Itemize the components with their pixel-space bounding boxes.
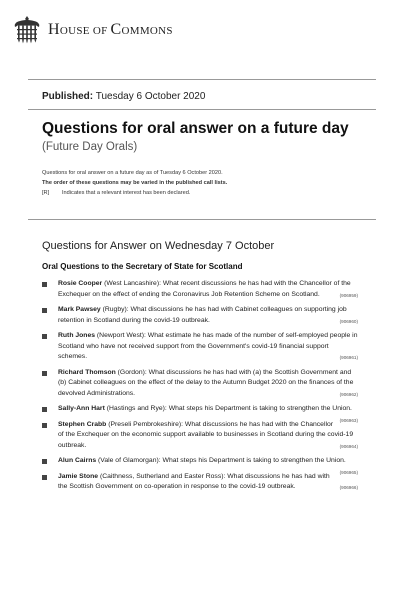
question-item (42, 305, 358, 326)
published-date: Tuesday 6 October 2020 (95, 91, 206, 102)
section-subheading: Oral Questions to the Secretary of State for Scotland (42, 262, 243, 271)
question-text: What steps his Department is taking to strengthen the Union. (168, 405, 352, 412)
question-item (42, 368, 358, 400)
bullet-icon (42, 423, 47, 428)
question-ref: (906964) (339, 443, 358, 449)
bullet-icon (42, 308, 47, 313)
constituency: (Rugby): (102, 306, 129, 313)
question-item (42, 420, 358, 452)
question-ref: (906960) (339, 318, 358, 324)
bullet-icon (42, 282, 47, 287)
member-name: Jamie Stone (58, 472, 99, 480)
question-text: What discussions he has had with Cabinet colleagues on supporting job retention in Scotland during the covid-19 outbreak. (58, 306, 347, 324)
published-label: Published: (42, 91, 94, 102)
published-line (42, 91, 205, 102)
question-ref: (906963) (339, 417, 358, 423)
constituency: (West Lancashire): (104, 280, 161, 287)
question-ref: (906962) (339, 391, 358, 397)
question-ref: (906965) (339, 469, 358, 475)
member-name: Mark Pawsey (58, 306, 101, 313)
question-text: What recent discussions he has had with the Chancellor of the Exchequer on the effect of ending the Coronavirus Job Retention Scheme on Scotland. (58, 280, 351, 298)
question-ref: (906966) (339, 485, 358, 490)
member-name: Sally-Ann Hart (58, 405, 105, 412)
question-item (42, 279, 358, 300)
intro-line: Questions for oral answer on a future day as of Tuesday 6 October 2020. (42, 170, 223, 176)
house-of-commons-wordmark: HOUSE OF COMMONS (48, 21, 173, 38)
member-name: Richard Thomson (58, 368, 116, 376)
question-text: What steps his Department is taking to strengthen the Union. (162, 457, 346, 464)
page-header (14, 12, 173, 48)
bullet-icon (42, 407, 47, 412)
member-name: Stephen Crabb (58, 420, 107, 428)
constituency: (Gordon): (117, 368, 147, 376)
constituency: (Newport West): (96, 332, 146, 339)
portcullis-logo-icon (14, 15, 40, 45)
relevant-interest-tag: [R] (42, 190, 50, 196)
bullet-icon (42, 334, 47, 339)
section-heading: Questions for Answer on Wednesday 7 October (42, 240, 275, 252)
constituency: (Vale of Glamorgan): (98, 457, 161, 464)
intro-line: The order of these questions may be varied in the published call lists. (42, 180, 228, 186)
question-text: What discussions he has had with the Chancellor of the Exchequer on the economic support available to businesses in Scotland during the covid-19 outbreak. (58, 420, 354, 449)
question-ref: (906959) (339, 292, 358, 298)
question-text: What discussions he has had with the Scottish Government on co-operation in response to the covid-19 outbreak. (58, 472, 330, 490)
intro-block (42, 168, 372, 198)
divider (28, 79, 376, 80)
member-name: Ruth Jones (58, 332, 96, 339)
question-text: What discussions he has had with (a) the Scottish Government and (b) Cabinet colleagues on the effect of the delay to the Autumn Budget 2020 on the finances of the devolved Administrations. (58, 368, 354, 397)
intro-line: [R] Indicates that a relevant interest has been declared. (42, 190, 191, 196)
member-name: Rosie Cooper (58, 280, 103, 287)
constituency: (Preseli Pembrokeshire): (108, 420, 184, 428)
question-text: What estimate he has made of the number of self-employed people in Scotland who have not received support from the Government's covid-19 financial support schemes. (58, 332, 358, 360)
divider (28, 219, 376, 220)
constituency: (Hastings and Rye): (106, 405, 167, 412)
document-subtitle: (Future Day Orals) (42, 141, 138, 153)
question-item (42, 331, 358, 363)
member-name: Alun Cairns (58, 457, 97, 464)
bullet-icon (42, 459, 47, 464)
divider (28, 109, 376, 110)
constituency: (Caithness, Sutherland and Easter Ross): (99, 472, 226, 480)
bullet-icon (42, 371, 47, 376)
document-title: Questions for oral answer on a future day (42, 120, 349, 137)
bullet-icon (42, 475, 47, 480)
question-ref: (906961) (339, 355, 358, 360)
question-item (42, 472, 358, 493)
questions-list (42, 279, 358, 498)
question-item (42, 404, 358, 423)
question-item (42, 456, 358, 475)
